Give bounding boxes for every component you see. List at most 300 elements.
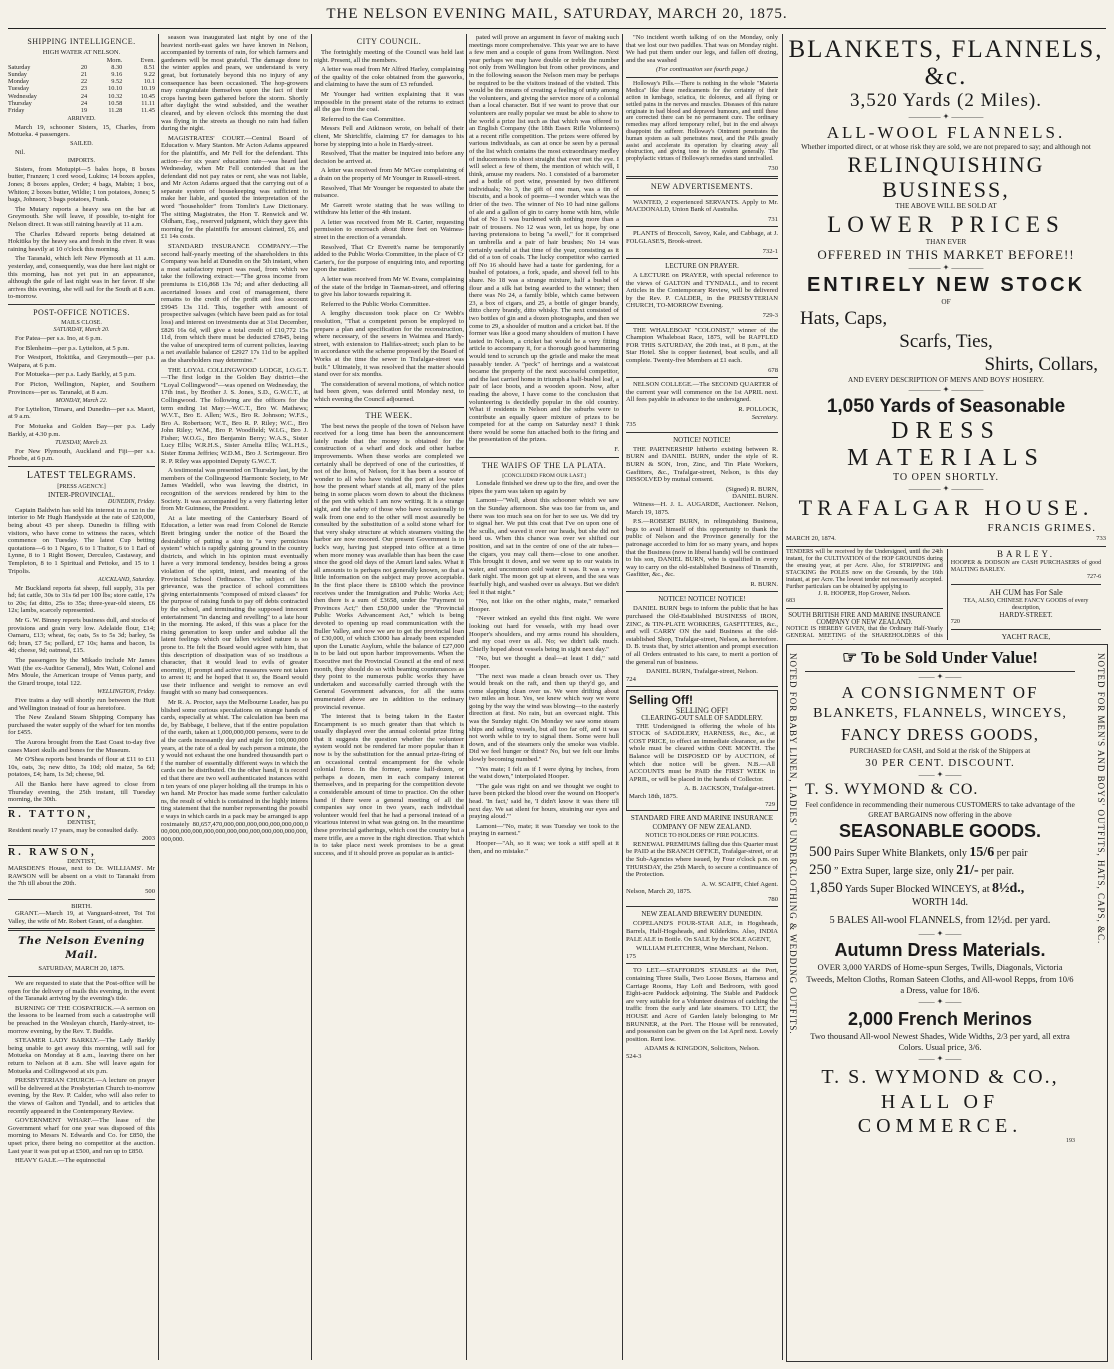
article-para: At a late meeting of the Canterbury Board of Education, a letter was read from Colonel de Renzie Brett bringing under the notice of the Board the desirability of putting a stop to "a very pernicious system" which is rapidly gaining ground in the country districts, and which in his opinion must eventually have a very immoral tendency, besides being a gross violation of the spirit, intent, and meaning of the Provincial School Ordinance. The subject of his grievance, was the practice of school committees giving entertainments "composed of mixed classes" for the purpose of raising funds to pay off debts contracted by the school, and terminating the supposed innocent entertainment "in dancing and revelling" to a late hour in the morning. He asked, if this was a place for the rising generation to keep under and subdue all the latent feelings which our fallen wicked nature is so prone to. He felt the Board would agree with him, that this description of dissipation was of so insidious a character, that it would lead to evils of greater enormity, if prompt and active measures were not taken to arrest it; and he hoped that it so, the Board would use their influence and weight to remove an evil fraught with so many bad consequences. bbox=[161, 514, 308, 697]
tide-row bbox=[8, 107, 155, 114]
waifs-para: Lonsdale finished we drew up to the fire, and over the pipes the yarn was taken up again by bbox=[469, 480, 619, 495]
ad-date bbox=[786, 535, 1106, 543]
council-para: A letter was received from Mr M'Gee complaining of a drain on the property of Mr Younger in Russell-street. bbox=[314, 167, 464, 182]
ornament-divider: —— ✦ —— bbox=[918, 929, 962, 938]
ad-number: 733 bbox=[1096, 535, 1106, 542]
ad-number: 678 bbox=[768, 366, 778, 374]
divider bbox=[8, 466, 155, 467]
inter-provincial-heading: INTER-PROVINCIAL. bbox=[47, 490, 116, 499]
ad-headline: BLANKETS, FLANNELS, &c. bbox=[788, 36, 1104, 90]
tide-date: 23 bbox=[80, 85, 88, 93]
mail-date: MONDAY, March 22. bbox=[55, 398, 108, 405]
column-3 bbox=[314, 34, 464, 1360]
selling-subtitle: SELLING OFF! bbox=[675, 706, 729, 716]
paper-title: The Nelson Evening Mail. bbox=[18, 935, 145, 962]
small-ads-right bbox=[947, 549, 1101, 640]
column-1 bbox=[8, 34, 155, 1360]
price-desc: Yards Super Blocked WINCEYS, at bbox=[844, 884, 990, 895]
divider bbox=[8, 976, 155, 977]
imports-text: Sisters, from Motupipi—5 bales hops, 8 boxes butter, Franzen; 1 cord wood, Lukins; 14 boxes apples, Jones; 8 boxes apples, Order; 4 bags, Mabin; 1 box, Whiton; 2 boxes butter, Wildie; 1 ton potatoes, Jones; 5 bags, Johnson; 3 bags potatoes, Frank. bbox=[8, 165, 155, 204]
divider bbox=[8, 899, 155, 900]
column-5 bbox=[626, 34, 778, 1360]
price-desc: Pairs Super White Blankets, only bbox=[834, 848, 967, 859]
arrived-text: March 19, schooner Sisters, 15, Charles, from Motueka. 4 passengers. bbox=[8, 123, 155, 139]
ornament-divider: ———— ✦ ———— bbox=[908, 112, 984, 121]
press-agency: [PRESS AGENCY.] bbox=[57, 483, 106, 490]
birth-heading: BIRTH. bbox=[71, 902, 92, 910]
sailed-heading: SAILED. bbox=[70, 141, 93, 147]
insurance-text: NOTICE IS HEREBY GIVEN, that the Ordinary Half-Yearly GENERAL MEETING of the SHAREHOLDERS of this bbox=[786, 626, 943, 639]
wymond-title-text: To be Sold Under Value! bbox=[861, 648, 1038, 667]
editorial-para: PRESBYTERIAN CHURCH.—A lecture on prayer will be delivered at the Presbyterian Church to-morrow evening, by the Rev. P. Calder, who will also refer to the views of Galton and Tyndall, and to articles that recently appeared in the Contemporary Review. bbox=[8, 1077, 155, 1115]
wymond-line: BLANKETS, FLANNELS, WINCEYS, bbox=[813, 706, 1067, 721]
partnership-notice: THE PARTNERSHIP hitherto existing between R. BURN and DANIEL BURN, under the style of R. BURN & SON, Iron, Zinc, and Tin Plate Workers, Gasfitters, &c., Trafalgar-street, Nelson, is this day DISSOLVED by mutual consent. bbox=[626, 445, 778, 484]
ad-line: Whether imported direct, or at whose risk they are sold, we are not prepared to say; and although not bbox=[801, 143, 1091, 151]
ad-number: 720 bbox=[950, 619, 960, 625]
mail-item: For Motueka and Golden Bay—per p.s. Lady Barkly, at 4.30 p.m. bbox=[8, 423, 155, 438]
tide-date: 22 bbox=[80, 78, 88, 86]
divider bbox=[626, 258, 778, 259]
tatton-role: DENTIST, bbox=[67, 819, 96, 827]
tide-even: 10.19 bbox=[140, 85, 155, 93]
council-para: Resolved, That the matter be inquired into before any decision be arrived at. bbox=[314, 150, 464, 165]
ad-number: 735 bbox=[626, 421, 636, 429]
tide-day: Monday bbox=[8, 78, 29, 86]
ad-number: 175 bbox=[626, 952, 636, 960]
signature: F. bbox=[614, 446, 619, 454]
shipping-heading: SHIPPING INTELLIGENCE. bbox=[27, 37, 136, 46]
tatton-number: 2003 bbox=[141, 834, 155, 842]
telegram: The Aurora brought from the East Coast to-day five cases Maori skulls and bones for the Museum. bbox=[8, 738, 155, 754]
ad-number: 727-6 bbox=[1086, 574, 1102, 580]
whaleboat-ad: THE WHALEBOAT "COLONIST," winner of the Champion Whaleboat Race, 1875, will be RAFFLED FOR THIS SATURDAY, the 20th inst., at 8 p.m., at the Star Hotel. She is copper fastened, boat sculls, and all complete. Twenty-five Members at £1 each. bbox=[626, 326, 778, 365]
article-para: THE LOYAL COLLINGWOOD LODGE, I.O.G.T.—The first lodge in the Golden Bay district—the "Loyal Collingwood"—was opened on Wednesday, the 17th inst., by Brother J. S. Jones, S.D., G.W.C.T., at Collingwood. The following are the officers for the term ending 1st May:—W.C.T., Bro W. Mathews; W.V.T., Bro E. Allen; W.S., Bro R. Johnson; W.F.S., Bro A. Robertson; W.T., Bro R. P. Riley; W.C., Bro John Riley; W.M., Bro P. Woodfield; W.I.G., Bro J. Fisher; W.O.G., Bro Benjamin Berry; W.A.S., Sister Lucy Ellis; W.R.H.S., Sister Amelia Ellis; W.L.H.S., Sister Emma Jeffries; W.D.M., Bro J. Scrimgeour. Bro R. P. Riley was appointed Deputy G.W.C.T. bbox=[161, 366, 308, 465]
wymond-body bbox=[805, 647, 1075, 1144]
telegrams-heading: LATEST TELEGRAMS. bbox=[26, 469, 137, 481]
tide-col-morn: Morn. bbox=[106, 56, 123, 64]
mail-item: For Picton, Wellington, Napier, and Southern Provinces—per ss. Taranaki, at 8 a.m. bbox=[8, 381, 155, 396]
article-para: STANDARD INSURANCE COMPANY.—The second half-yearly meeting of the shareholders in this Company was held at Dunedin on the 5th instant, when a most satisfactory report was read, from which we take the following extract:—"The gross income from premiums is £16,868 13s 7d; and after deducting all ascertained losses and cost of management, there remains to the credit of the profit and loss account £9945 13s 11d. This, together with amount of prospective salvages (which have been paid as for total loss) and interest on investments due at 31st December, £826 16s 6d, will give a total credit of £10,772 15s 11d, from which there must be deducted £7845, being the value of unexpired term of current policies, leaving a net available balance of £2927 17s 11d to be applied as the shareholders may determine." bbox=[161, 243, 308, 364]
article-para: season was inaugurated last night by one of the heaviest north-east gales we have known in Nelson, accompanied by torrents of rain, for which farmers and gardeners will be most grateful. The damage done to the winter apples and pears, we understand is very great, but fortunately beyond this no injury of any consequence has been occasioned. The hop-growers may congratulate themselves upon the fact of their crops having been gathered before the storm. Shortly after daylight the wind subsided, and the weather cleared, and by eleven o'clock this morning the dust was flying in the streets as though no rain had fallen during the night. bbox=[161, 34, 308, 133]
imports-heading: IMPORTS. bbox=[67, 158, 96, 165]
article-para: Mr R. A. Proctor, says the Melbourne Leader, has published some curious speculations on strange hands of cards, especially at whist. The calculation has been made, by Babbage, I believe, that if the entire population of the earth, taken at 1,000,000,000 persons, were to deal the cards incessantly day and night for 100,000,000 years, at the rate of a deal by each person a minute, they would not exhaust the one hundred thousandth part of the number of essentially different ways in which the cards can be distributed. On the other hand, it is recorded that there are two well authenticated instances within ten years of one player holding all the trumps in his own hand. Mr Proctor has made some further calculations, the result of which is contained in the highly interesting statement that the number representing the possible ways in which cards in a pack may be arranged is approximately 80,657,470,000,000,000,000,000,000,000,000,000,000,000,000,000,000,000,000,000,000,000,000,000,000. bbox=[161, 699, 308, 843]
waifs-para: "No incident worth talking of on the Monday, only that we lost our two paddles. That was on Monday night. We had put them under our legs, and fallen off dozing, and the sea washed bbox=[626, 34, 778, 64]
standard-sig: A. W. SCAIFE, Chief Agent. bbox=[701, 880, 778, 888]
ad-date-text: MARCH 20, 1874. bbox=[786, 535, 836, 542]
editorial-para: GOVERNMENT WHARF.—The lease of the Government wharf for one year was disposed of this morning to Messrs N. Edwards and Co. for £850, the upset price, there being no competitor at the auction. Last year it was put up at £500, and ran up to £850. bbox=[8, 1117, 155, 1155]
price-unit: per pair bbox=[996, 848, 1028, 859]
ad-line: TO OPEN SHORTLY. bbox=[893, 472, 999, 483]
ad-number: 729-3 bbox=[762, 312, 778, 320]
wymond-line: 5 BALES All-wool FLANNELS, from 12½d. per yard. bbox=[829, 915, 1051, 926]
tide-morn: 9.52 bbox=[111, 78, 123, 86]
college-role: Secretary. bbox=[751, 413, 778, 421]
wymond-line: 30 PER CENT. DISCOUNT. bbox=[865, 757, 1015, 769]
divider bbox=[626, 176, 778, 179]
editorial-para: STEAMER LADY BARKLY.—The Lady Barkly being unable to get away this morning, will sail for Motueka on Monday at 8 a.m., leaving there on her return to Nelson at 8 a.m. She will leave again for Motueka and Collingwood at six p.m. bbox=[8, 1037, 155, 1075]
week-para: The interest that is being taken in the Easter Encampment is so much greater than that which is usually displayed over the annual colonial prize firing that it suggests the question whether the volunteer system would not be rendered far more popular than it now is by the substitution for the annual prize-firing of an occasional central encampment for the whole colonial force. In the former, some half-dozen, or perhaps a dozen, men in each company interest themselves, and in preparing for the competition devote a considerable amount of time to practice. On the other hand if there were a general meeting of all the companies say once in two years, each individual volunteer would feel that he had a personal instead of a vicarious interest in what was going on. In the meantime these provincial gatherings, which cost the country but a mere trifle, are a move in the right direction. That which is to take place next week promises to be a great success, and if it should prove as popular as is antici- bbox=[314, 713, 464, 857]
tide-even: 10.45 bbox=[140, 92, 155, 100]
editorial-para: BURNING OF THE COSPATRICK.—A sermon on the lessons to be learned from such a catastrophe will be preached in the Wesleyan church, Hardy-street, to-morrow evening, by the Rev. T. Buddle. bbox=[8, 1004, 155, 1035]
ad-line: TRAFALGAR HOUSE. bbox=[798, 495, 1094, 520]
notice2-heading: NOTICE! NOTICE! NOTICE! bbox=[658, 595, 746, 604]
wymond-line: 2,000 French Merinos bbox=[847, 1008, 1033, 1029]
ad-line: RELINQUISHING BUSINESS, bbox=[847, 152, 1045, 202]
ornament-divider: ———— ✦ ———— bbox=[908, 484, 984, 493]
telegram: Mr Buckland reports fat sheep, full supply, 31s per hd; fat cattle, 30s to 31s 6d per 100 lbs; store cattle, 17s to 20s; fat ditto, 25s to 35s; three-year-old steers, £6 12s; lambs, scarcely represented. bbox=[8, 584, 155, 615]
editorial-para: HEAVY GALE.—The equinoctial bbox=[15, 1157, 106, 1165]
divider bbox=[8, 928, 155, 931]
mail-item: For Motueka—per p.s. Lady Barkly, at 5 p.m. bbox=[15, 371, 136, 379]
tide-date: 20 bbox=[80, 63, 88, 71]
waifs-para: "No, but we thought a deal—at least I did," said Hooper. bbox=[469, 655, 619, 670]
price-value: 8½d., bbox=[992, 881, 1025, 896]
price-value: 15/6 bbox=[969, 845, 995, 860]
tide-row bbox=[8, 93, 155, 100]
divider bbox=[951, 584, 1101, 585]
ad-number: 780 bbox=[768, 895, 778, 903]
tide-col-even: Even. bbox=[140, 56, 155, 64]
tide-morn: 10.58 bbox=[108, 99, 123, 107]
rawson-name: R. RAWSON, bbox=[8, 847, 97, 859]
wymond-line: Autumn Dress Materials. bbox=[834, 940, 1046, 960]
telegram: The New Zealand Steam Shipping Company has purchased the water supply of the wharf for ten months for £455. bbox=[8, 714, 155, 737]
city-council-heading: CITY COUNCIL. bbox=[356, 37, 422, 46]
mail-item: For Blenheim—per p.s. Lyttelton, at 5 p.m. bbox=[15, 344, 130, 352]
editorial-para: We are requested to state that the Post-office will be open for the delivery of mails this evening, in the event of the Taranaki arriving by the evening's tide. bbox=[8, 980, 155, 1003]
vertical-banner-left: NOTED FOR BABY LINEN, LADIES' UNDERCLOTHING & WEDDING OUTFITS. bbox=[788, 653, 798, 1035]
tide-morn: 10.32 bbox=[108, 92, 123, 100]
notice-signature: R. BURN. bbox=[750, 580, 778, 588]
waifs-para: Lamont—"No, mate; it was Tuesday we took to the praying in earnest." bbox=[469, 822, 619, 838]
ad-line: THAN EVER bbox=[925, 238, 967, 246]
divider bbox=[469, 457, 619, 458]
tide-date: 24 bbox=[80, 99, 88, 107]
ad-servants: WANTED, 2 experienced SERVANTS. Apply to Mr. MACDONALD, Union Bank of Australia. bbox=[626, 198, 778, 214]
ad-line: Shirts, Collars, bbox=[984, 354, 1098, 375]
standard-text: RENEWAL PREMIUMS falling due this Quarter must be PAID at the BRANCH OFFICE, Trafalgar-street, or at the Sub-Agencies where issued, by Four o'clock p.m. on THURSDAY, the 25th March, to secure a continuance of the Protection. bbox=[626, 840, 778, 879]
ad-number: 724 bbox=[626, 675, 636, 683]
ad-number: 193 bbox=[1066, 1137, 1075, 1144]
week-para: pated will prove an argument in favor of making such meetings more comprehensive. This year we are to have a few men and a couple of guns from Wellington. Next year perhaps we may have double or treble the number not only from Wellington but from other provinces, and in the following season the Nelson men may be perhaps be required to be the visitors instead of the visited. This would be the means of creating a feeling of unity among the volunteers, and giving the service more of a colonial than a local character. But if we want to prove that our volunteers are really popular we must be able to show to the world a prize list such as that which was offered to an English Company (the 18th Essex Rifle Volunteers) at a recent rifle competition. The prizes were offered by various individuals, as can at once be seen by a perusal of the list which contains the most extraordinary medley of inducements to shoot straight that ever met the eye. I will select a few of them, the mention of which will, I think, amuse my readers. No. 1 consisted of a barometer and a bottle of port wine, presented by two different individuals; No 3, the gift of one man, was a tin of biscuits, and a book of poems—I wonder which was the drier of the two. The winner of No 10 had nine gallons of ale and a gallon of gin to carry home with him, while that of No 11 was burdened with nothing more than a pair of trousers. No 12 was won, let us hope, by one having pretensions to being "a swell," for it comprised an umbrella and a pair of hair brushes; No 14 was certainly useful at that time of the year, consisting as it did of a ton of coals. The lucky competitor who carried off No 16 should have had a taste for gardening, for a bushel of potatoes, a fork, spade, and shovel fell to his share. No 18 was a strange mixture, half a bushel of flour and a silk hat being awarded to the winner; then there was No 24, a family bible, which came between 23, a box of cigars, and 25, a bottle of ginger brandy, ditto cherry brandy, ditto whisky. The next consisted of two bottles of gin and a dozen photographs, and then we come to 29, a shoulder of mutton and a cricket bat. If the former was like a good many shoulders of mutton I have tasted in Nelson, a cricket bat would be a very fitting article to accompany it, for a thorough good hammering would tend to scrunch up the gristle and make the meat passably tender. A "peck" of herrings and a waistcoat became the property of the next successful competitor, and the last carried home in triumph a half-bushel loaf, a pair of lace boots, and a wooden spoon. Now, after reading the above, I have come to the conclusion that volunteering is decidedly popular in the old country. What if residents in Nelson and the suburbs were to contribute an equally queer mixture of prizes to be competed for at the camp on Saturday next? I think there would be some fun attached both to the firing and the presentation of the prizes. bbox=[469, 34, 619, 444]
ornament-divider: —— ✦ —— bbox=[918, 996, 962, 1006]
to-let-sig: ADAMS & KINGDON, Solicitors, Nelson. bbox=[644, 1045, 760, 1053]
pointing-hand-icon: ☞ bbox=[842, 648, 862, 667]
rawson-text: MARSDEN'S House, next to Dr. WILLIAMS'. Mr RAWSON will be absent on a visit to Taranaki from the 7th till about the 20th. bbox=[8, 865, 155, 888]
ad-line: 1,050 Yards of Seasonable bbox=[826, 396, 1066, 417]
tide-day: Wednesday bbox=[8, 92, 37, 100]
birth-text: GRANT.—March 19, at Vanguard-street, Toi Toi Valley, the wife of Mr. Robert Grant, of a daughter. bbox=[8, 910, 155, 925]
to-let-ad: TO LET.—STAFFORD'S STABLES at the Port, containing Three Stalls, Two Loose Boxes, Harness and Carriage Rooms, Hay Loft and Bedroom, with good Eight-acre Paddock adjoining. The Stable and Paddock are very suitable for a Volunteer desirous of catching the traffic from the early and late steamers. TO LET, the HOUSE and Acre of Garden lately belonging to Mr BRUNNER, at the Port. The House will be renovated, and possession can be given on the 1st April next. Lovely position. Rent low. bbox=[626, 967, 778, 1043]
lecture-ad: A LECTURE on PRAYER, with special reference to the views of GALTON and TYNDALL, and to recent Articles in the Contemporary Review, will be delivered by the Rev. P. CALDER, in the PRESBYTERIAN CHURCH, TO-MORROW Evening. bbox=[626, 272, 778, 310]
mails-date: SATURDAY, March 20. bbox=[53, 327, 110, 334]
tide-even: 11.11 bbox=[141, 99, 155, 107]
price-qty: 250 bbox=[809, 862, 832, 878]
tatton-name: R. TATTON, bbox=[8, 808, 94, 820]
telegram: The passengers by the Mikado include Mr James Watt (the ex-Auditor General), Mrs Watt, Colonel and Mrs Moule, the American troupe of Venus party, and the Girard troupe, total 122. bbox=[8, 657, 155, 687]
rawson-card bbox=[8, 849, 155, 896]
waifs-para: "The gale was right on and we thought we ought to have been picked the blood over the wound on Hooper's head. 'In fact,' said he, 'I didn't know it was there till next day. We sat silent for hours, straining our eyes and praying aloud.'" bbox=[469, 782, 619, 821]
ad-number: 730 bbox=[768, 164, 778, 172]
ad-line: OFFERED IN THIS MARKET BEFORE!! bbox=[817, 247, 1075, 262]
wymond-line: T. S. WYMOND & CO. bbox=[805, 781, 979, 798]
shipping-news: The Taranaki, which left New Plymouth at 11 a.m. yesterday, and, consequently, was due here last night or this morning, has not yet put in an appearance, although the gale of last night was in her favor. If she arrives this evening, she will sail for the South at 8 a.m. to-morrow. bbox=[8, 255, 155, 301]
masthead: THE NELSON EVENING MAIL, SATURDAY, MARCH 20, 1875. bbox=[326, 6, 788, 22]
wymond-line: SEASONABLE GOODS. bbox=[838, 821, 1042, 841]
new-ads-heading: NEW ADVERTISEMENTS. bbox=[650, 181, 754, 191]
mail-item: For Patea—per s.s. Ino, at 6 p.m. bbox=[15, 335, 102, 343]
standard-heading: STANDARD FIRE AND MARINE INSURANCE COMPANY OF NEW ZEALAND. bbox=[630, 814, 774, 832]
divider bbox=[626, 591, 778, 592]
notice-signature: DANIEL BURN. bbox=[732, 493, 778, 501]
continuation-note: (For continuation see fourth page.) bbox=[656, 66, 748, 74]
ad-line: AND EVERY DESCRIPTION OF MEN'S AND BOYS' HOSIERY. bbox=[848, 376, 1044, 384]
rawson-role: DENTIST, bbox=[67, 857, 96, 865]
telegram-place: DUNEDIN, Friday. bbox=[107, 499, 155, 506]
yacht-heading: YACHT RACE, bbox=[1001, 632, 1051, 640]
brewery-sig: WILLIAM FLETCHER, Wine Merchant, Nelson. bbox=[635, 945, 768, 953]
price-row bbox=[809, 881, 1075, 897]
tide-table bbox=[8, 57, 155, 115]
wymond-line: HALL OF COMMERCE. bbox=[857, 1090, 1023, 1137]
waifs-para: "No, not like on the other nights, mate," remarked Hooper. bbox=[469, 598, 619, 613]
divider bbox=[626, 226, 778, 227]
tide-date: 24 bbox=[80, 92, 88, 100]
notice-ps: P.S.—ROBERT BURN, in relinquishing Business, begs to avail himself of this opportunity to thank the public of Nelson and the Province generally for the patronage accorded to him for so many years, and hopes that the Business (now in liberal hands) will be continued to his son, DANIEL BURN, who is qualified in every way to carry on the old-established Business of Tinsmith, Gasfitter, &c., &c. bbox=[626, 518, 778, 579]
ad-line: DRESS MATERIALS bbox=[847, 418, 1045, 471]
tide-heading: HIGH WATER AT NELSON. bbox=[42, 49, 121, 56]
tide-even: 8.51 bbox=[143, 63, 155, 71]
ah-cum-heading: AH CUM has For Sale bbox=[989, 588, 1063, 597]
college-ad: NELSON COLLEGE.—The SECOND QUARTER of the current year will commence on the 1st APRIL next. All fees payable in advance to the undersigned. bbox=[626, 381, 778, 404]
week-para: The best news the people of the town of Nelson have received for a long time has been the announcement lately made that the money is obtained for the construction of a wharf and dock and other harbor improvements. When these works are completed we certainly shall be deprived of one of the curiosities, if not of the lions, of Nelson, for it has been a source of wonder to all who have visited the port at low water how the present wharf stands at all, many of the piles being in some places worn down to about the thickness of the pen with which I am now writing. It is a strange sight, and the safety of those who have occasionally to walk from one end to the other will most assuredly be consulted by the substitution of a solid stone wharf for that very shaky structure at which steamers visiting the harbor are now moored. Our present Government is in luck's way, having just stepped into office at a time when more money was available than has been the case since the good old days of the Amuri land sales. What it all amounts to is perhaps not generally known, so that a little information on the subject may prove acceptable. In the first place there is £8100 which the province receives under the Immigration and Public Works Act; then there is a sum of £3658, under the "Payment to Provinces Act;" then £50,000 under the "Provincial Public Works Advancement Act," which is being devoted to opening up road communication with the Buller Valley, and now we are to get the provincial loan of £30,000, of which £3000 has already been expended upon the Lunatic Asylum, while the balance of £27,000 is to be laid out upon harbor improvements. When the Executive met the Provincial Council at the end of next month, they should do so with beaming countenances as they point to the numerous public works they have undertaken and successfully carried through with the General Government advances, for all the sums enumerated above are in addition to the ordinary provincial revenue. bbox=[314, 422, 464, 711]
divider bbox=[8, 304, 155, 305]
selling-title: Selling Off! bbox=[629, 693, 693, 708]
burn-notice: DANIEL BURN begs to inform the public that he has purchased the Old-Established BUSINESS of IRON, ZINC, & TIN-PLATE WORKERS, GASFITTERS, &c., and will CARRY ON the said Business at the old-established Shop, Trafalgar-street, Nelson, as heretofore. D. B. trusts that, by strict attention and prompt execution of all Orders entrusted to his care, to merit a portion of the general run of business. bbox=[626, 605, 778, 666]
divider bbox=[626, 686, 778, 687]
column-rule bbox=[311, 34, 312, 1360]
mails-heading: MAILS CLOSE. bbox=[61, 319, 102, 326]
wymond-line: OVER 3,000 YARDS of Home-spun Serges, Twills, Diagonals, Victoria Tweeds, Melton Cloths, Roman Sateen Cloths, and All-wool Repps, from 10/6 a Dress, value for 18/6. bbox=[806, 962, 1074, 995]
tide-morn: 9.16 bbox=[111, 71, 123, 78]
ornament-divider: —— ✦ —— bbox=[918, 770, 962, 779]
wymond-title bbox=[805, 647, 1075, 672]
price-unit: per pair. bbox=[981, 866, 1014, 877]
council-para: Referred to the Gas Committee. bbox=[321, 115, 406, 123]
holloway-ad: Holloway's Pills.—There is nothing in the whole "Materia Medica" like these medicaments for the certainty of their action in lumbago, sciatica, tic doloreux, and all flying or settled pains in the nerves and muscles. Diseases of this nature originate in bad blood and depraved humours, and until these are corrected there can be no permanent cure. The ordinary remedies may afford temporary relief, but in the end always disappoint the sufferer. Holloway's Ointment penetrates the human system as salt penetrates meat, and the Pills greatly assist and accelerate its operation by clearing away all obstruction, and giving tone to the system generally. The prophylactic virtues of Holloway's remedies stand unrivalled. bbox=[626, 81, 778, 163]
tide-day: Sunday bbox=[8, 71, 27, 78]
divider bbox=[951, 629, 1101, 630]
ad-number: 731 bbox=[768, 215, 778, 223]
ad-line: FRANCIS GRIMES. bbox=[987, 522, 1096, 534]
paper-date: SATURDAY, MARCH 20, 1875. bbox=[38, 965, 125, 973]
waifs-heading: THE WAIFS OF THE LA PLATA. bbox=[481, 460, 607, 470]
divider bbox=[626, 377, 778, 378]
divider bbox=[626, 195, 778, 196]
tide-morn: 10.10 bbox=[108, 85, 123, 93]
council-para: Mr Younger had written explaining that it was impossible in the present state of the returns to extract all the gas from the coal. bbox=[314, 90, 464, 114]
column-rule bbox=[782, 34, 783, 1360]
tenders-ad: TENDERS will be received by the Undersigned, until the 24th instant, for the CULTIVATION of the HOP GROUNDS during the ensuing year, at per Acre. Also, for STRIPPING and STACKING the POLES now on the Grounds, by the 16th instant, at per Acre. The lowest tender not necessarily accepted. Further particulars can be obtained by applying to bbox=[786, 549, 943, 590]
divider bbox=[8, 807, 155, 808]
tide-date: 19 bbox=[80, 107, 88, 115]
article-para: A testimonial was presented on Thursday last, by the members of the Collingwood Harmonic Society, to Mr James Waddell, who was leaving the district, in recognition of the services rendered by him to the Society. It was accompanied by a very flattering letter from Mr Guinness, the President. bbox=[161, 467, 308, 513]
ornament-divider: —— ✦ —— bbox=[918, 1053, 962, 1063]
divider bbox=[626, 906, 778, 907]
tide-day: Thursday bbox=[8, 99, 32, 107]
wymond-line: A CONSIGNMENT OF bbox=[841, 683, 1039, 702]
small-ads-left bbox=[786, 549, 943, 640]
lecture-heading: LECTURE ON PRAYER. bbox=[665, 262, 739, 271]
waifs-para: "Yes mate; I felt as if I were dying by inches, from the waist down," interpolated Hooper. bbox=[469, 765, 619, 781]
tide-row bbox=[8, 100, 155, 107]
mail-item: For Westport, Hokitika, and Greymouth—per p.s. Waipara, at 6 p.m. bbox=[8, 354, 155, 369]
council-para: Resolved, That Mr Younger be requested to abate the nuisance. bbox=[314, 184, 464, 200]
arrived-heading: ARRIVED. bbox=[67, 116, 96, 123]
tatton-text: Resident nearly 17 years, may be consulted daily. bbox=[8, 826, 139, 834]
ad-plants: PLANTS of Broccoli, Savoy, Kale, and Cabbage, at J. FOLGLASE'S, Brook-street. bbox=[626, 230, 778, 245]
waifs-para: Hooper—"Ah, so it was; we took a stiff spell at it then, and no mistake." bbox=[469, 839, 619, 855]
tide-morn: 8.30 bbox=[111, 63, 123, 71]
council-para: Messrs Fell and Atkinson wrote, on behalf of their client, Mr Shirtcliffe, claiming £7 for damages to his horse by stepping into a hole in Hardy-street. bbox=[314, 125, 464, 148]
price-qty: 1,850 bbox=[809, 880, 843, 896]
column-rule bbox=[158, 34, 159, 1360]
price-desc: ” Extra Super, large size, only bbox=[834, 866, 954, 877]
divider bbox=[626, 963, 778, 964]
tenders-sig: J. R. HOOPER, Hop Grower, Nelson. bbox=[818, 591, 911, 597]
tide-even: 11.45 bbox=[141, 107, 155, 115]
ah-cum-text: TEA, ALSO, CHINESE FANCY GOODS of every description, bbox=[963, 598, 1089, 611]
standard-subheading: NOTICE TO HOLDERS OF FIRE POLICIES. bbox=[645, 833, 759, 840]
wymond-line: Feel confidence in recommending their numerous CUSTOMERS to take advantage of the GREAT BARGAINS now offering in the above bbox=[805, 800, 1075, 819]
tide-row bbox=[8, 71, 155, 78]
waifs-para: "The next was made a clean breach over us. They would break on the raft, and then up they'd go, and come slapping clean over us. We were drifting about two miles an hour. Yes, we knew which way we were going by the way the wind was blowing—to the easterly direction at first. No rain, but an overcast night. This was the Sunday night. On Monday we saw some steam ships and sailing vessels, but all too far off, and it was not worth while to try to signal them. Some were hull down, and of the steamers only the smoke was visible. Did we feel hunger or thirst? No, but we felt our limbs slowly becoming numbed." bbox=[469, 672, 619, 764]
selling-date: March 18th, 1875. bbox=[629, 792, 678, 800]
wymond-line: T. S. WYMOND & CO., bbox=[821, 1065, 1059, 1088]
council-para: Resolved, That Cr Everett's name be temporarily added to the Public Works Committee, in the place of Cr Carter's, for the purpose of enquiring into, and reporting upon the matter. bbox=[314, 243, 464, 274]
tide-day: Saturday bbox=[8, 63, 31, 71]
divider bbox=[626, 323, 778, 324]
council-para: The fortnightly meeting of the Council was held last night. Present, all the members. bbox=[314, 49, 464, 64]
price-row bbox=[809, 845, 1075, 861]
brewery-text: COPELAND'S FOUR-STAR ALE, in Hogsheads, Barrels, Half-Hogsheads, and Kilderkins. Also, INDIA PALE ALE in Bottle. On SALE by the SOLE AGENT, bbox=[626, 920, 778, 943]
tide-day: Tuesday bbox=[8, 85, 30, 93]
post-office-heading: POST-OFFICE NOTICES. bbox=[33, 307, 130, 317]
tide-even: 9.22 bbox=[143, 71, 155, 78]
ad-number: 524-3 bbox=[626, 1052, 642, 1060]
ornament-divider: ———— ✦ ———— bbox=[908, 263, 984, 272]
council-para: The consideration of several motions, of which notice had been given, was deferred until Monday next, to which evening the Council adjourned. bbox=[314, 380, 464, 403]
clearing-heading: CLEARING-OUT SALE OF SADDLERY. bbox=[641, 714, 763, 722]
telegram: Captain Baldwin has sold his interest in a run in the interior to Mr Hugh Handyside at the rate of £20,000, being about 43 per sheep. Dunedin is filling with visitors, who have come to witness the races, which commence on Tuesday. The latest Cup betting quotations—6 to 1 Ngaro, 6 to 1 Traitor, 6 to 1 Earl of Lynne, 8 to 1 Right Bower, Derculeo, Castaway, and Templeton, 8 to 1 Spiritual and Pettoke, and 15 to 1 Tripolis. bbox=[8, 506, 155, 575]
wymond-line: Two thousand All-wool Newest Shades, Wide Widths, 2/3 per yard, all extra Colors. Usual price, 3/6. bbox=[810, 1030, 1070, 1052]
column-2 bbox=[161, 34, 308, 1360]
selling-text: THE Undersigned is offering the whole of his STOCK of SADDLERY, HARNESS, &c., &c., at COST PRICE, to effect an immediate clearance, as the whole must be cleared within ONE MONTH. The Balance will be DISPOSED OF by AUCTION, of which due notice will be given. N.B.—All ACCOUNTS must be PAID the FIRST WEEK in APRIL, or will be placed in the hands of Collector. bbox=[629, 722, 775, 783]
divider bbox=[314, 407, 464, 408]
college-sig: R. POLLOCK, bbox=[738, 406, 778, 413]
shipping-news: The Mutary reports a heavy sea on the bar at Greymouth. She will leave, if possible, to-night for Nelson direct. It was still raining heavily at 11 a.m. bbox=[8, 205, 155, 228]
telegram: Five trains a day will shortly run between the Hutt and Wellington instead of four as heretofore. bbox=[8, 697, 155, 712]
telegram-place: WELLINGTON, Friday. bbox=[97, 689, 155, 696]
ad-line: ALL-WOOL FLANNELS. bbox=[826, 123, 1066, 142]
ah-cum-address: HARDY-STREET. bbox=[999, 611, 1053, 619]
grimes-advertisement bbox=[786, 34, 1106, 640]
divider bbox=[626, 77, 778, 78]
ad-line: Hats, Caps, bbox=[800, 308, 888, 329]
standard-date: Nelson, March 20, 1875. bbox=[626, 888, 692, 896]
council-para: A letter was received from Mr R. Carter, requesting permission to encroach about three feet on Waimea-street in the erection of a verandah. bbox=[314, 218, 464, 242]
mail-item: For New Plymouth, Auckland and Fiji—per s.s. Phoebe, at 6 p.m. bbox=[8, 447, 155, 463]
telegram: Mr G. W. Binney reports business dull, and stocks of provisions and grain very low. Adelaide flour, £14; Oamaru, £13; wheat, 6s; oats, 5s to 5s 3d; barley, 5s 6d; bran, £7 5s; pollard, £7 10s; hams and bacon, 1s 4d; cheese, 9d; oatmeal, £15. bbox=[8, 617, 155, 655]
column-rule bbox=[622, 34, 623, 1360]
barley-text: HOOPER & DODSON are CASH PURCHASERS of good MALTING BARLEY. bbox=[950, 560, 1102, 573]
ad-number: 729 bbox=[765, 800, 775, 808]
shipping-news: The Charles Edward reports being detained at Hokitika by the heavy sea and fresh in the river. It was raining heavily at 10 o'clock this morning. bbox=[8, 230, 155, 253]
price-value: 21/- bbox=[956, 863, 979, 878]
mail-date: TUESDAY, March 23. bbox=[55, 440, 108, 447]
wymond-line: PURCHASED for CASH, and Sold at the risk of the Shippers at bbox=[849, 747, 1031, 755]
telegram: All the Banks here have agreed to close from Thursday evening, the 25th instant, till Tuesday morning, the 30th. bbox=[8, 780, 155, 804]
column-rule bbox=[466, 34, 467, 1360]
council-para: A lengthy discussion took place on Cr Webb's resolution, "That a competent person be employed to prepare a plan and specification for the reconstruction, where necessary, of the sewers in Waimea and Hardy-street, with extension to Halifax-street; such plan to be in accordance with the scheme proposed by the Board of Works at the time the sewer in Trafalgar-street was built." Ultimately, it was resolved that the matter should stand over for six months. bbox=[314, 310, 464, 379]
waifs-para: "Never winked an eyelid this first night. We were looking out hard for vessels, with my head over Hooper's shoulders, and my arms round his shoulders, and my coat over us all. No; we didn't talk much. Chiefly hoped about vessels being in sight next day." bbox=[469, 615, 619, 653]
barley-heading: BARLEY. bbox=[996, 549, 1056, 559]
article-para: MAGISTRATES' COURT.—Central Board of Education v. Mary Stanton. Mr Acton Adams appeared for the plaintiffs, and Mr Fell for the defendant. This action—for six years' education rate—was heard last Wednesday, when Mr Fell contended that as the defendant did not pay rates or rent, she was not liable, and Mr Acton Adams argued that the carrying out of a separate system of housekeeping was sufficient to make her liable, and quoted the interpretation of the word "householder" from Tomlin's Law Dictionary. The sitting Magistrates, the Hon T. Renwick and W. Oldham, Esq., reserved judgment, which they gave this morning for the plaintiffs for amount claimed, £6, and £1 14s costs. bbox=[161, 134, 308, 241]
mail-item: For Lyttelton, Timaru, and Dunedin—per s.s. Maori, at 9 a.m. bbox=[8, 405, 155, 421]
divider bbox=[8, 845, 155, 846]
divider bbox=[786, 608, 943, 609]
sailed-text: Nil. bbox=[15, 148, 26, 156]
ad-number: 683 bbox=[786, 598, 796, 604]
tide-even: 10.1 bbox=[143, 78, 155, 86]
waifs-para: Lamont—"Well, about this schooner which we saw on the Sunday afternoon. She was too far from us, and there was too much sea on for her to see us. We did try to signal her. We put this coat that I've on upon one of the sculls, and waved it over our heads, but she did not heed us. When this chance was over we shifted our position, and sat in the centre of one of the air tubes—the cigars, you may call them—close to one another. This brought it down, and we were up to our waists in water, and uncommon cold water it was. It was a very dark night. The moon got up at eleven, and the sea was fearfully high, and washed over us always. But we didn't feel it that night." bbox=[469, 497, 619, 596]
wymond-advertisement bbox=[786, 644, 1108, 1362]
masthead-rule bbox=[8, 28, 1106, 29]
the-week-heading: THE WEEK. bbox=[365, 410, 413, 420]
notice2-signature: DANIEL BURN, Trafalgar-street, Nelson. bbox=[646, 668, 758, 676]
wymond-line: FANCY DRESS GOODS, bbox=[841, 725, 1039, 744]
price-unit-line: WORTH 14d. bbox=[911, 897, 969, 908]
rawson-number: 500 bbox=[145, 888, 155, 896]
telegram: Mr O'Shea reports best brands of flour at £11 to £11 10s, oats, 3s; new ditto, 3s 10d; old maize, 5s 6d; potatoes, £4; ham, 1s 3d; cheese, 9d. bbox=[8, 756, 155, 779]
notice-witness: Witness—H. J. L. AUGARDE, Auctioneer. Nelson, March 19, 1875. bbox=[626, 500, 778, 516]
ornament-divider: —— ✦ —— bbox=[918, 672, 962, 681]
column-4 bbox=[469, 34, 619, 1360]
ad-line: OF bbox=[941, 298, 951, 306]
divider bbox=[626, 432, 778, 433]
ad-line: THE ABOVE WILL BE SOLD AT bbox=[895, 202, 997, 210]
small-ads bbox=[786, 546, 1106, 640]
ad-line: LOWER PRICES bbox=[827, 212, 1065, 237]
notice-signature: (Signed) R. BURN, bbox=[725, 485, 778, 493]
brewery-heading: NEW ZEALAND BREWERY DUNEDIN. bbox=[641, 910, 763, 919]
selling-sig: A. B. JACKSON, Trafalgar-street. bbox=[684, 785, 775, 793]
price-row bbox=[809, 863, 1075, 879]
waifs-subheading: [CONCLUDED FROM OUR LAST.] bbox=[502, 472, 586, 479]
ad-line: ENTIRELY NEW STOCK bbox=[806, 274, 1086, 296]
council-para: Referred to the Public Works Committee. bbox=[321, 300, 431, 308]
tide-morn: 11.28 bbox=[108, 107, 123, 115]
tide-row bbox=[8, 85, 155, 92]
ad-line: Scarfs, Ties, bbox=[899, 331, 993, 352]
tide-row bbox=[8, 78, 155, 85]
tide-row bbox=[8, 64, 155, 71]
council-para: Mr Garrett wrote stating that he was willing to withdraw his letter of the 4th instant. bbox=[314, 201, 464, 217]
tatton-card bbox=[8, 808, 155, 842]
council-para: A letter was received from Mr W. Evans, complaining of the state of the bridge in Tasman-street, and offering to give his labor towards repairing it. bbox=[314, 276, 464, 299]
ad-number: 732-1 bbox=[762, 247, 778, 255]
council-para: A letter was read from Mr Alfred Harley, complaining of the quality of the coke obtained from the gasworks, and claiming to have the sum of £3 refunded. bbox=[314, 66, 464, 89]
